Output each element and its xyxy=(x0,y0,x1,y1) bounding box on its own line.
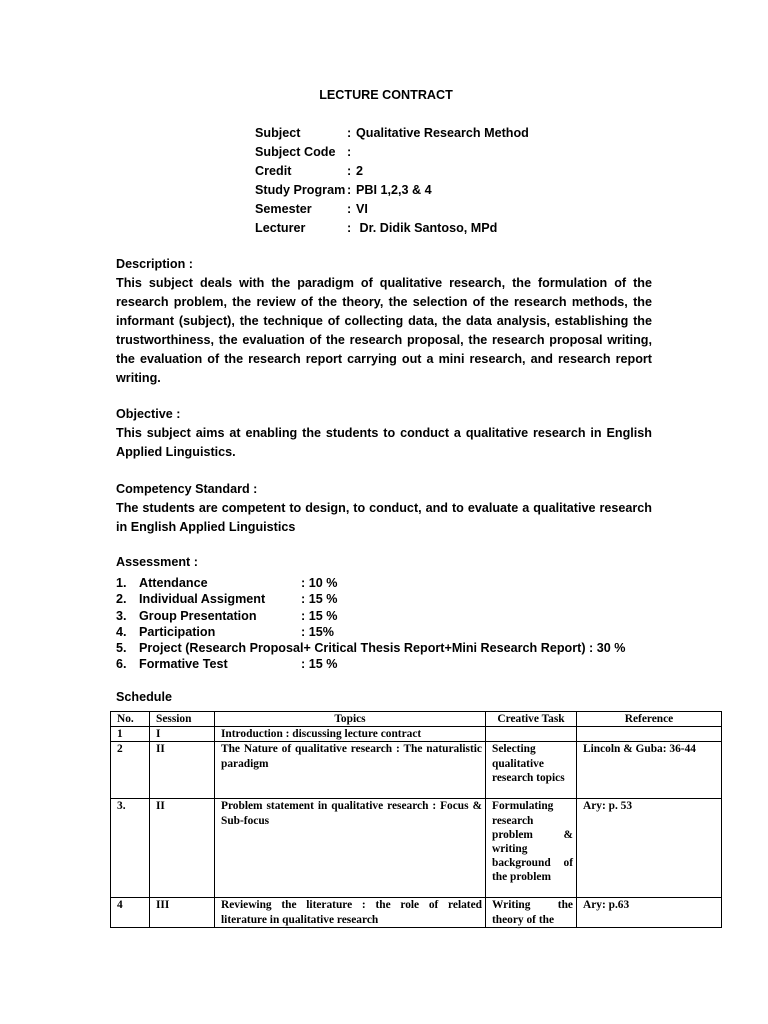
objective-heading: Objective : xyxy=(116,407,181,421)
assessment-value: : 15 % xyxy=(301,592,338,607)
info-row-lecturer xyxy=(255,219,529,238)
objective-text: This subject aims at enabling the students to conduct a qualitative research in English Applied Linguistics. xyxy=(116,426,652,459)
cell-no: 1 xyxy=(111,727,150,742)
info-row-study-program xyxy=(255,181,529,200)
assessment-number: 3. xyxy=(116,608,127,623)
cell-session: III xyxy=(150,898,215,927)
competency-section xyxy=(116,480,652,537)
assessment-item xyxy=(116,656,625,672)
assessment-item xyxy=(116,575,625,591)
assessment-name: Group Presentation xyxy=(139,608,257,623)
document-title: LECTURE CONTRACT xyxy=(319,88,453,102)
column-header-session: Session xyxy=(150,712,215,727)
cell-reference: Ary: p. 53 xyxy=(577,799,722,898)
assessment-number: 2. xyxy=(116,592,127,607)
description-text: This subject deals with the paradigm of qualitative research, the formulation of the research problem, the review of the theory, the selection of the research methods, the informant (subject), the technique of collecting data, the data analysis, establishing the trustworthiness, the evaluation of the research proposal, the research proposal writing, the evaluation of the research report carrying out a mini research, and research report writing. xyxy=(116,276,652,385)
info-value: 2 xyxy=(356,164,364,178)
competency-heading: Competency Standard : xyxy=(116,482,258,496)
info-value: PBI 1,2,3 & 4 xyxy=(356,183,432,197)
info-label: Lecturer xyxy=(255,221,306,235)
cell-no: 2 xyxy=(111,742,150,799)
column-header-no: No. xyxy=(111,712,150,727)
assessment-value: : 15 % xyxy=(301,608,338,623)
info-colon: : xyxy=(347,183,352,197)
cell-reference xyxy=(577,727,722,742)
assessment-item xyxy=(116,624,625,640)
cell-no: 3. xyxy=(111,799,150,898)
table-row xyxy=(111,898,722,927)
assessment-item xyxy=(116,591,625,607)
assessment-value: : 15% xyxy=(301,624,334,639)
column-header-topics: Topics xyxy=(215,712,486,727)
assessment-list xyxy=(116,575,625,673)
info-colon: : xyxy=(347,145,352,159)
competency-text: The students are competent to design, to conduct, and to evaluate a qualitative research in English Applied Linguistics xyxy=(116,501,652,534)
info-row-subject xyxy=(255,124,529,143)
column-header-reference: Reference xyxy=(577,712,722,727)
assessment-name: Formative Test xyxy=(139,657,228,672)
assessment-number: 1. xyxy=(116,576,127,590)
cell-task: Writing the theory of the xyxy=(486,898,577,927)
cell-topic: Problem statement in qualitative research : Focus & Sub-focus xyxy=(215,799,486,898)
description-heading: Description : xyxy=(116,257,193,271)
schedule-table xyxy=(110,711,722,928)
assessment-item xyxy=(116,608,625,624)
cell-topic: Reviewing the literature : the role of related literature in qualitative research xyxy=(215,898,486,927)
info-label: Subject xyxy=(255,126,301,140)
cell-topic: The Nature of qualitative research : The naturalistic paradigm xyxy=(215,742,486,799)
assessment-number: 6. xyxy=(116,657,127,672)
info-label: Semester xyxy=(255,202,312,216)
info-row-subject-code xyxy=(255,143,529,162)
assessment-name: Project (Research Proposal+ Critical Thesis Report+Mini Research Report) : 30 % xyxy=(139,641,626,656)
info-colon: : xyxy=(347,126,352,140)
assessment-number: 5. xyxy=(116,641,127,656)
info-row-semester xyxy=(255,200,529,219)
info-label: Study Program xyxy=(255,183,346,197)
info-value: Qualitative Research Method xyxy=(356,126,529,140)
course-info xyxy=(255,124,529,238)
info-colon: : xyxy=(347,221,352,235)
info-value: VI xyxy=(356,202,368,216)
assessment-name: Attendance xyxy=(139,576,208,590)
cell-reference: Lincoln & Guba: 36-44 xyxy=(577,742,722,799)
table-row xyxy=(111,742,722,799)
cell-reference: Ary: p.63 xyxy=(577,898,722,927)
description-section xyxy=(116,255,652,388)
assessment-heading: Assessment : xyxy=(116,555,198,569)
info-colon: : xyxy=(347,202,352,216)
cell-task xyxy=(486,727,577,742)
cell-session: II xyxy=(150,742,215,799)
info-colon: : xyxy=(347,164,352,178)
cell-topic: Introduction : discussing lecture contract xyxy=(215,727,486,742)
assessment-value: : 15 % xyxy=(301,657,338,672)
table-row xyxy=(111,727,722,742)
table-header-row xyxy=(111,712,722,727)
cell-session: I xyxy=(150,727,215,742)
cell-task: Selecting qualitative research topics xyxy=(486,742,577,799)
objective-section xyxy=(116,405,652,462)
info-value: Dr. Didik Santoso, MPd xyxy=(356,221,498,235)
cell-task: Formulating research problem & writing background of the problem xyxy=(486,799,577,898)
assessment-value: : 10 % xyxy=(301,576,338,590)
schedule-heading: Schedule xyxy=(116,690,172,704)
assessment-name: Participation xyxy=(139,624,216,639)
cell-session: II xyxy=(150,799,215,898)
info-row-credit xyxy=(255,162,529,181)
info-label: Credit xyxy=(255,164,292,178)
column-header-creative-task: Creative Task xyxy=(486,712,577,727)
cell-no: 4 xyxy=(111,898,150,927)
assessment-name: Individual Assigment xyxy=(139,592,266,607)
info-label: Subject Code xyxy=(255,145,336,159)
assessment-number: 4. xyxy=(116,624,127,639)
table-row xyxy=(111,799,722,898)
assessment-item xyxy=(116,640,625,656)
